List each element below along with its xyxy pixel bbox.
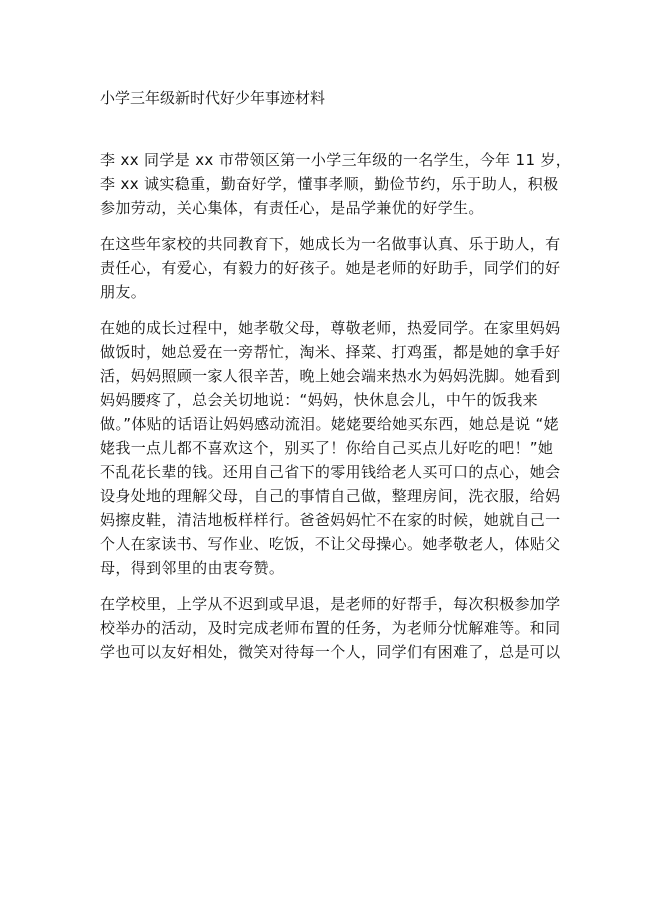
text-line: 校举办的活动，及时完成老师布置的任务，为老师分忧解难等。和同: [100, 619, 561, 637]
text-line: 朋友。: [100, 283, 147, 301]
text-line: 活，妈妈照顾一家人很辛苦，晚上她会端来热水为妈妈洗脚。她看到: [100, 367, 561, 385]
text-line: 不乱花长辈的钱。还用自己省下的零用钱给老人买可口的点心，她会: [100, 463, 561, 481]
document-body: [100, 148, 572, 676]
text-line: 在学校里，上学从不迟到或早退，是老师的好帮手，每次积极参加学: [100, 595, 561, 613]
text-line: 在这些年家校的共同教育下，她成长为一名做事认真、乐于助人，有: [100, 235, 561, 253]
paragraph-intro: [100, 148, 572, 220]
text-line: 妈擦皮鞋，清洁地板样样行。爸爸妈妈忙不在家的时候，她就自己一: [100, 511, 561, 529]
text-line: 设身处地的理解父母，自己的事情自己做，整理房间，洗衣服，给妈: [100, 487, 561, 505]
text-line: 母，得到邻里的由衷夸赞。: [100, 559, 285, 577]
text-line: 责任心，有爱心，有毅力的好孩子。她是老师的好助手，同学们的好: [100, 259, 561, 277]
text-line: 学也可以友好相处，微笑对待每一个人，同学们有困难了，总是可以: [100, 643, 561, 661]
text-line: 个人在家读书、写作业、吃饭，不让父母操心。她孝敬老人，体贴父: [100, 535, 561, 553]
text-line: 李 xx 同学是 xx 市带领区第一小学三年级的一名学生，今年 11 岁，: [100, 151, 572, 169]
paragraph-growth: [100, 232, 561, 304]
text-line: 参加劳动，关心集体，有责任心，是品学兼优的好学生。: [100, 199, 484, 217]
text-line: 李 xx 诚实稳重，勤奋好学，懂事孝顺，勤俭节约，乐于助人，积极: [100, 175, 559, 193]
text-line: 在她的成长过程中，她孝敬父母，尊敬老师，热爱同学。在家里妈妈: [100, 319, 561, 337]
document-title: 小学三年级新时代好少年事迹材料: [100, 89, 326, 107]
paragraph-school: [100, 592, 561, 664]
text-line: 做。”体贴的话语让妈妈感动流泪。姥姥要给她买东西，她总是说 “姥: [100, 415, 560, 433]
text-line: 妈妈腰疼了，总会关切地说：“妈妈，快休息会儿，中午的饭我来: [100, 391, 538, 409]
text-line: 做饭时，她总爱在一旁帮忙，淘米、择菜、打鸡蛋，都是她的拿手好: [100, 343, 561, 361]
paragraph-family: [100, 316, 561, 580]
text-line: 姥我一点儿都不喜欢这个，别买了！你给自己买点儿好吃的吧！”她: [100, 439, 554, 457]
